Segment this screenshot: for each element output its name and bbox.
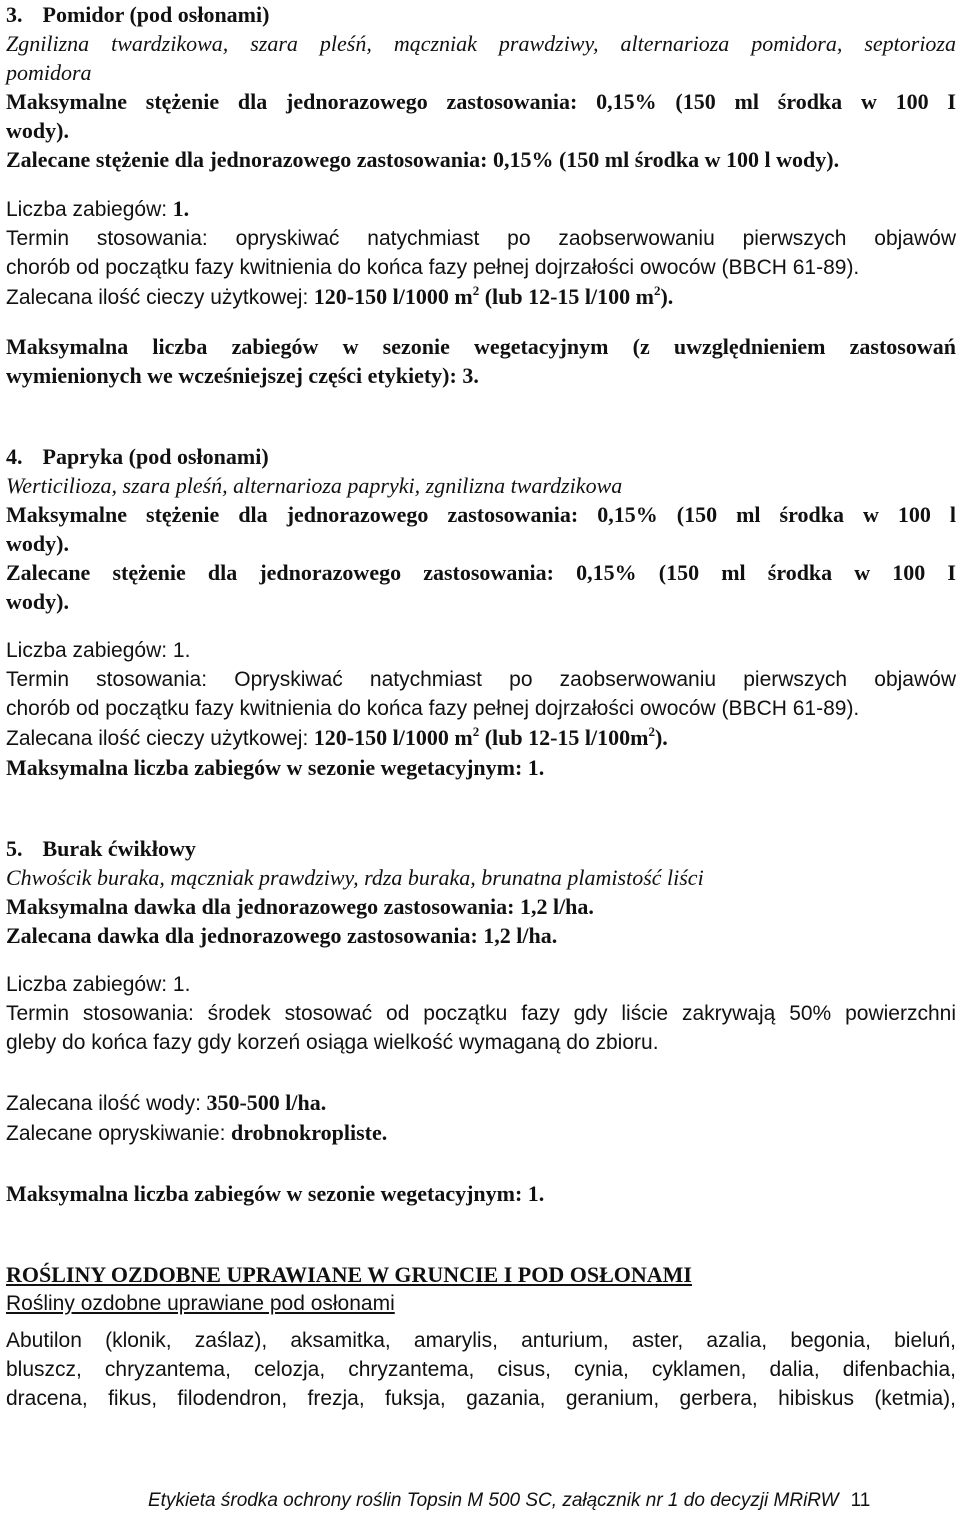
section-number: 4. xyxy=(6,444,23,469)
disease-list: Chwościk buraka, mączniak prawdziwy, rdza buraka, brunatna plamistość liści xyxy=(6,865,704,890)
ornamental-subheading: Rośliny ozdobne uprawiane pod osłonami xyxy=(6,1292,395,1315)
section-title: Pomidor (pod osłonami) xyxy=(42,2,270,27)
application-term: Termin stosowania: opryskiwać natychmiast po zaobserwowaniu pierwszych objawów xyxy=(6,227,956,250)
max-treatment-count-cont: wymienionych we wcześniejszej części etykiety): 3. xyxy=(6,363,479,388)
max-concentration: Maksymalne stężenie dla jednorazowego zastosowania: 0,15% (150 ml środka w 100 I xyxy=(6,89,956,114)
disease-list-cont: pomidora xyxy=(6,60,92,85)
section-title: Burak ćwikłowy xyxy=(42,836,196,861)
section-number: 5. xyxy=(6,836,23,861)
spraying-type: Zalecane opryskiwanie: drobnokropliste. xyxy=(6,1120,388,1145)
section-heading xyxy=(6,834,956,863)
max-treatment-count: Maksymalna liczba zabiegów w sezonie wegetacyjnym (z uwzględnieniem zastosowań xyxy=(6,334,956,359)
ornamental-heading: ROŚLINY OZDOBNE UPRAWIANE W GRUNCIE I POD OSŁONAMI xyxy=(6,1262,692,1287)
disease-list: Zgnilizna twardzikowa, szara pleśń, mączniak prawdziwy, alternarioza pomidora, septorioza xyxy=(6,31,956,56)
max-concentration-cont: wody). xyxy=(6,118,69,143)
plant-list: bluszcz, chryzantema, celozja, chryzantema, cisus, cynia, cyklamen, dalia, difenbachia, xyxy=(6,1358,956,1381)
section-heading xyxy=(6,442,956,471)
recommended-concentration: Zalecane stężenie dla jednorazowego zastosowania: 0,15% (150 ml środka w 100 I xyxy=(6,560,956,585)
water-amount: Zalecana ilość wody: 350-500 l/ha. xyxy=(6,1090,327,1115)
disease-list: Werticilioza, szara pleśń, alternarioza papryki, zgnilizna twardzikowa xyxy=(6,473,623,498)
application-term-cont: chorób od początku fazy kwitnienia do końca fazy pełnej dojrzałości owoców (BBCH 61-89). xyxy=(6,256,860,279)
treatment-count: Liczba zabiegów: 1. xyxy=(6,196,190,221)
recommended-concentration: Zalecane stężenie dla jednorazowego zastosowania: 0,15% (150 ml środka w 100 l wody). xyxy=(6,147,840,172)
section-number: 3. xyxy=(6,2,23,27)
application-term: Termin stosowania: Opryskiwać natychmiast po zaobserwowaniu pierwszych objawów xyxy=(6,668,956,691)
page-number: 11 xyxy=(850,1490,871,1511)
liquid-amount: Zalecana ilość cieczy użytkowej: 120-150 l/1000 $m^2$ (lub 12-15 l/100 $m^2$). xyxy=(6,283,674,309)
plant-list: Abutilon (klonik, zaślaz), aksamitka, amarylis, anturium, aster, azalia, begonia, bieluń, xyxy=(6,1329,956,1352)
recommended-concentration-cont: wody). xyxy=(6,589,69,614)
max-dose: Maksymalna dawka dla jednorazowego zastosowania: 1,2 l/ha. xyxy=(6,894,594,919)
application-term-cont: gleby do końca fazy gdy korzeń osiąga wielkość wymaganą do zbioru. xyxy=(6,1031,659,1054)
application-term: Termin stosowania: środek stosować od początku fazy gdy liście zakrywają 50% powierzchni xyxy=(6,1002,956,1025)
max-treatment-count: Maksymalna liczba zabiegów w sezonie wegetacyjnym: 1. xyxy=(6,755,545,780)
document-page xyxy=(6,0,956,1413)
recommended-dose: Zalecana dawka dla jednorazowego zastosowania: 1,2 l/ha. xyxy=(6,923,558,948)
section-title: Papryka (pod osłonami) xyxy=(42,444,269,469)
max-concentration-cont: wody). xyxy=(6,531,69,556)
plant-list: dracena, fikus, filodendron, frezja, fuksja, gazania, geranium, gerbera, hibiskus (ketmia), xyxy=(6,1387,956,1410)
footer-text: Etykieta środka ochrony roślin Topsin M 500 SC, załącznik nr 1 do decyzji MRiRW xyxy=(148,1490,839,1511)
max-concentration: Maksymalne stężenie dla jednorazowego zastosowania: 0,15% (150 ml środka w 100 l xyxy=(6,502,956,527)
section-heading xyxy=(6,0,956,29)
treatment-count: Liczba zabiegów: 1. xyxy=(6,973,191,996)
liquid-amount: Zalecana ilość cieczy użytkowej: 120-150 l/1000 $m^2$ (lub 12-15 $l/100m^2$). xyxy=(6,724,668,750)
application-term-cont: chorób od początku fazy kwitnienia do końca fazy pełnej dojrzałości owoców (BBCH 61-89). xyxy=(6,697,860,720)
treatment-count: Liczba zabiegów: 1. xyxy=(6,639,191,662)
max-treatment-count: Maksymalna liczba zabiegów w sezonie wegetacyjnym: 1. xyxy=(6,1181,545,1206)
page-footer xyxy=(148,1490,870,1512)
